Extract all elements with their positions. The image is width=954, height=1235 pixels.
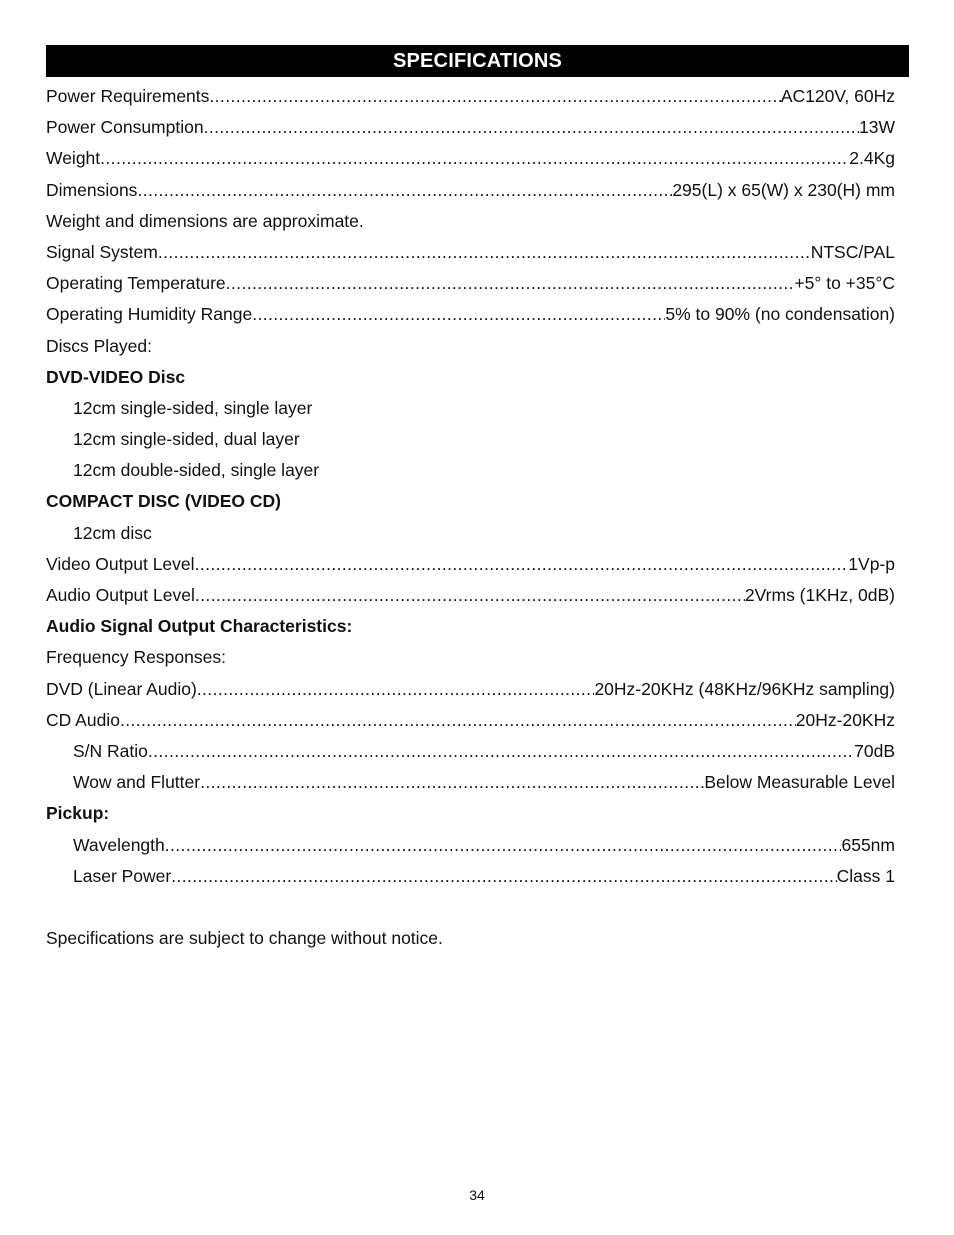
compact-disc-heading: COMPACT DISC (VIDEO CD) [46, 491, 281, 512]
spec-label: Wow and Flutter [73, 772, 201, 793]
dot-leader [148, 736, 854, 767]
spec-label: Operating Temperature [46, 273, 226, 294]
dot-leader [158, 237, 811, 268]
spec-row-dimensions [46, 175, 895, 206]
dvd-video-item: 12cm single-sided, dual layer [73, 429, 300, 450]
spec-row-dvd-linear-audio [46, 674, 895, 705]
dot-leader [204, 112, 859, 143]
spec-row-audio-output-level [46, 580, 895, 611]
spec-value: 2Vrms (1KHz, 0dB) [744, 585, 895, 605]
spec-value: Class 1 [836, 865, 895, 886]
dot-leader [195, 580, 745, 611]
dvd-video-item: 12cm double-sided, single layer [73, 460, 320, 481]
spec-value: 2.4Kg [849, 148, 895, 169]
spec-row-video-output-level [46, 549, 895, 580]
spec-value: 295(L) x 65(W) x 230(H) mm [672, 179, 895, 200]
spec-row-signal-system [46, 237, 895, 268]
spec-label: S/N Ratio [73, 740, 148, 761]
spec-value: AC120V, 60Hz [780, 86, 895, 106]
spec-value: 655nm [841, 834, 895, 855]
spec-row-weight [46, 143, 895, 174]
spec-label: Audio Output Level [46, 585, 195, 605]
frequency-responses-label: Frequency Responses: [46, 647, 226, 668]
dot-leader [252, 299, 665, 330]
spec-label: Operating Humidity Range [46, 304, 253, 325]
spec-value: NTSC/PAL [810, 241, 895, 262]
dvd-video-item: 12cm single-sided, single layer [73, 397, 313, 418]
change-notice: Specifications are subject to change without notice. [46, 928, 443, 949]
spec-label: Power Consumption [46, 117, 204, 138]
spec-label: Signal System [46, 241, 158, 262]
spec-value: 70dB [854, 740, 895, 761]
spec-value: 13W [859, 117, 895, 138]
spec-row-power-consumption [46, 112, 895, 143]
dot-leader [197, 674, 595, 705]
spec-row-operating-temperature [46, 268, 895, 299]
spec-row-wow-flutter [46, 767, 895, 798]
page-number: 34 [469, 1187, 485, 1203]
dot-leader [171, 861, 836, 892]
spec-value: 5% to 90% (no condensation) [665, 304, 895, 325]
spec-value: 1Vp-p [848, 553, 895, 574]
pickup-heading: Pickup: [46, 803, 110, 824]
audio-signal-heading: Audio Signal Output Characteristics: [46, 616, 353, 637]
discs-played-label: Discs Played: [46, 335, 153, 356]
dot-leader [120, 705, 796, 736]
spec-value: 20Hz-20KHz (48KHz/96KHz sampling) [594, 678, 895, 699]
spec-label: Laser Power [73, 865, 172, 886]
spec-row-power-requirements [46, 81, 895, 112]
spec-row-cd-audio [46, 705, 895, 736]
dvd-video-heading: DVD-VIDEO Disc [46, 366, 186, 387]
spec-row-laser-power [46, 861, 895, 892]
dot-leader [209, 81, 780, 112]
spec-label: Weight [46, 148, 101, 169]
spec-value: Below Measurable Level [704, 772, 895, 793]
spec-row-wavelength [46, 830, 895, 861]
spacer [46, 892, 895, 923]
specifications-list [46, 81, 895, 954]
dot-leader [137, 175, 672, 206]
spec-label: CD Audio [46, 709, 120, 730]
dot-leader [226, 268, 795, 299]
dot-leader [195, 549, 849, 580]
spec-label: Wavelength [73, 834, 165, 855]
spec-label: Dimensions [46, 179, 138, 200]
spec-value: +5° to +35°C [794, 273, 895, 294]
dot-leader [200, 767, 704, 798]
page-title: SPECIFICATIONS [46, 45, 909, 77]
dot-leader [165, 830, 842, 861]
dot-leader [100, 143, 849, 174]
spec-row-sn-ratio [46, 736, 895, 767]
spec-value: 20Hz-20KHz [795, 709, 895, 730]
approximate-note: Weight and dimensions are approximate. [46, 210, 364, 231]
spec-label: Video Output Level [46, 553, 195, 574]
spec-label: DVD (Linear Audio) [46, 678, 197, 699]
spec-label: Power Requirements [46, 86, 210, 106]
spec-row-operating-humidity [46, 299, 895, 330]
compact-disc-item: 12cm disc [73, 522, 152, 543]
